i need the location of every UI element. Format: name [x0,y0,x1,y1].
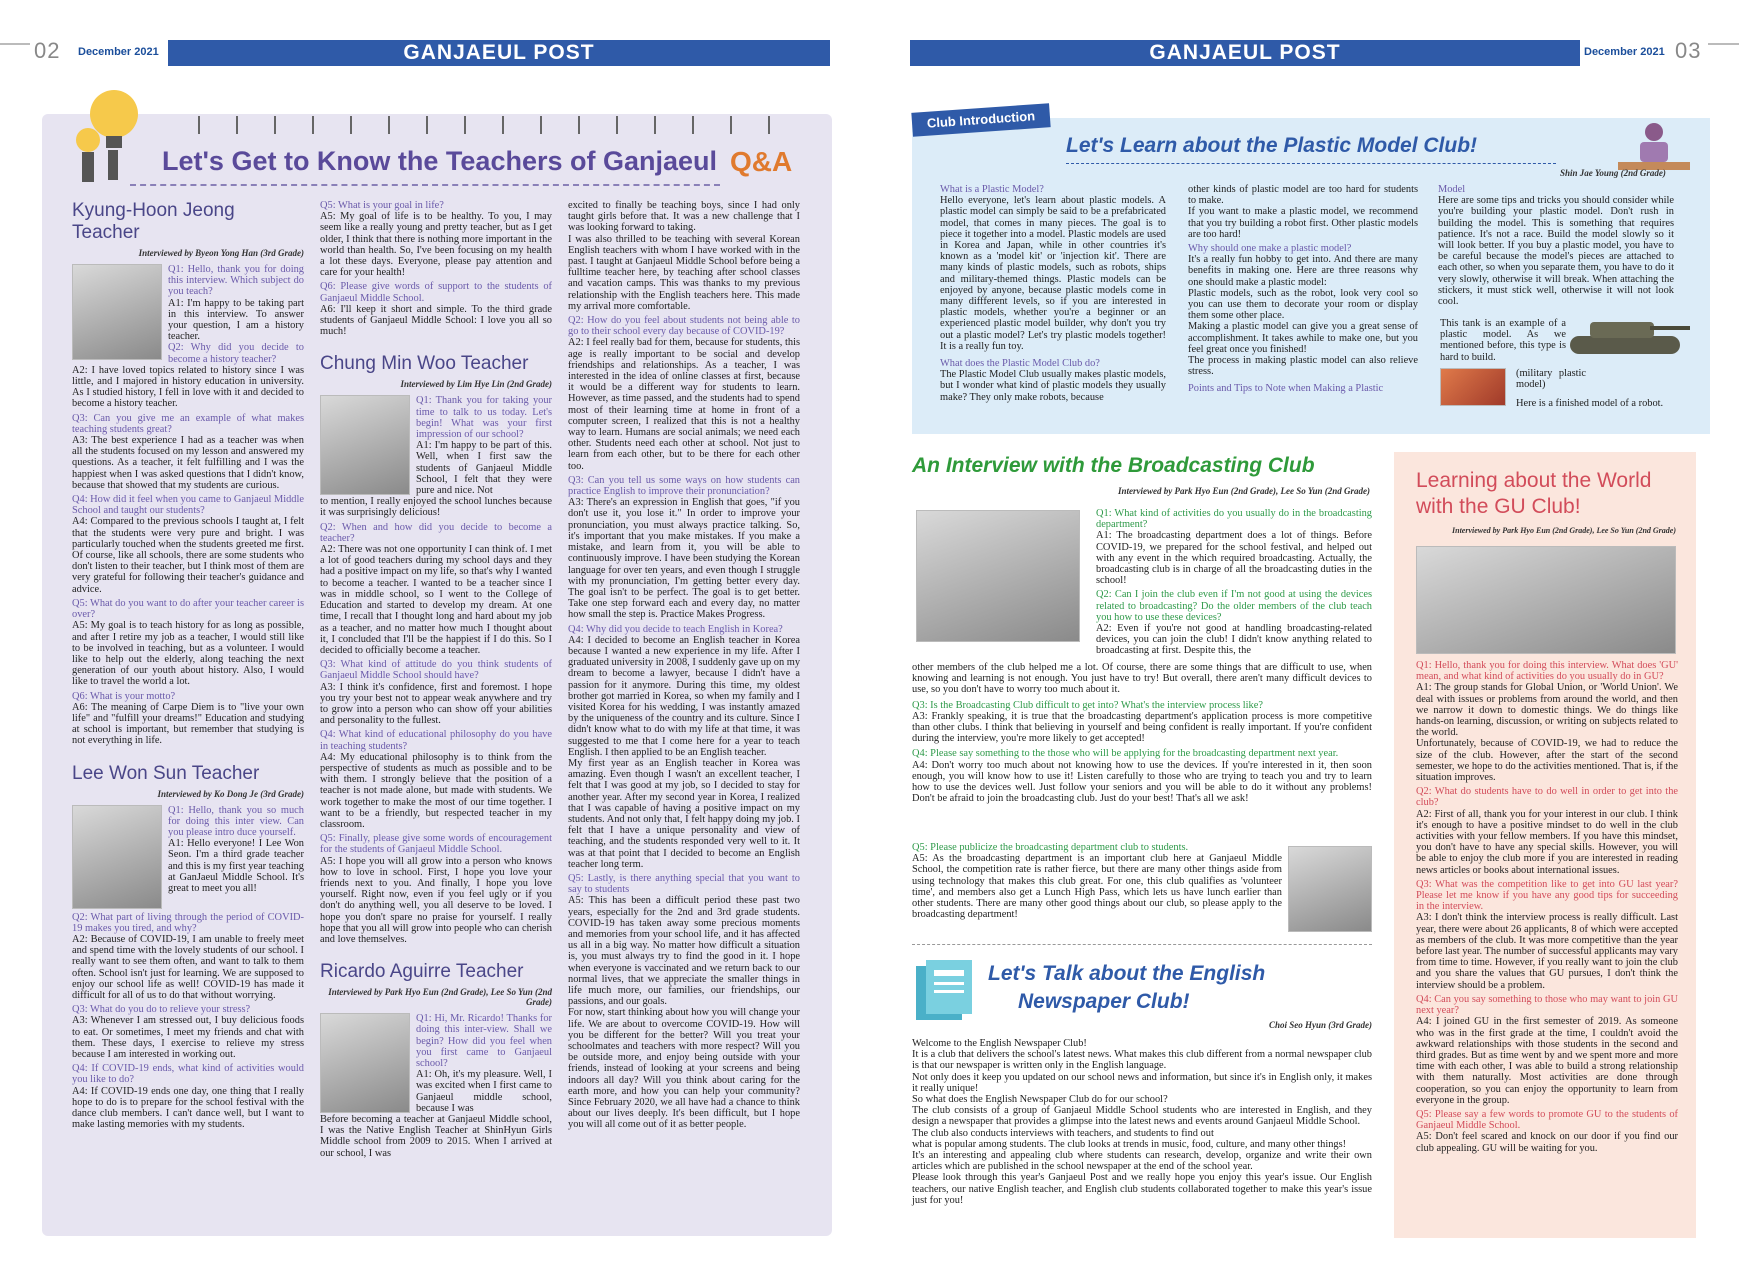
masthead-title: GANJAEUL POST [403,41,595,64]
issue-date: December 2021 [1584,46,1665,58]
broadcast-text: other members of the club helped me a lot. Of course, there are some things that are difficult to use, when knowing and learning is not enough. You just have to try! But overall, there aren't many difficult devices to use, so you don't have to worry too much about it. Q3: Is the Broadcasting Club difficult to get into? What's the interview process like? A3: Frankly speaking, it is true that the broadcasting department's application process is more competitive than other clubs. I think that believing in yourself and being confident is really important. If you're confident during the interview, you're more likely to get accepted! Q4: Please say something to the those who will be applying for the broadcasting department next year. A4: Don't worry too much about not knowing how to use the devices. If you're interested in it, then soon enough, you will know how to use it! Listen carefully to those who are trying to teach you and try to learn how to use the devices well. Just follow your seniors and you will be able to do it without any problems! Don't be afraid to join the broadcasting club. Just do your best! That's all we ask! [912,662,1372,805]
plastic-heading: Let's Learn about the Plastic Model Club! [1066,134,1478,157]
gu-text: Q1: Hello, thank you for doing this interview. What does 'GU' mean, and what kind of activities do you usually do in GU? A1: The group stands for Global Union, or 'World Union'. We deal with issues or problems from around the world, and then we narrow it down to domestic things. We do things like hands-on learning, discussion, or writing on subjects related to the world. Unfortunately, because of COVID-19, we had to reduce the size of the club. However, after the start of the second semester, we hope to do the activities mentioned. That is, if the situation improves. Q2: What do students have to do well in order to get into the club? A2: First of all, thank you for your interest in our club. I think it's enough to have a positive mindset to do well in the club activities with your fellow members. If you have this mindset, you don't have to have any special skills. However, you will be able to enjoy the club more if you are interested in reading news articles or books about international issues. Q3: What was the competition like to get into GU last year? Please let me know if you have any good tips for succeeding in the interview. A3: I don't think the interview process is really difficult. Last year, there were about 26 applicants, 8 of which were accepted as members of the club. It was more competitive than the year before last year. The number of successful applicants may vary from time to time. However, if you really want to join the club and you share the values that GU pursues, I don't think the interview should be a problem. Q4: Can you say something to those who may want to join GU next year? A4: I joined GU in the first semester of 2019. As someone who was in the first grade at the time, I couldn't avoid the awkward relationships with those students in the second and third grades. But as time went by and we spent more and more time with each other, I was able to build a strong relationship with them naturally. Most activities are done through cooperation, so you can enjoy the opportunity to learn from everyone in the group. Q5: Please say a few words to promote GU to the students of Ganjaeul Middle School. A5: Don't feel scared and knock on our door if you find our club appealing. GU will be waiting for you. [1416,660,1678,1154]
tank-caption: This tank is an example of a plastic model. As we mentioned before, this type is hard to build. [1440,318,1566,363]
broadcast-q5: Q5: Please publicize the broadcasting department club to students. A5: As the broadcasting department is an important club here at Ganjaeul Middle School, the competition rate is rather fierce, but there are many other things aside from using technology that makes this club great. For one, this club qualifies as 'volunteer time', and members also get a Lunch High Pass, which lets us have lunch earlier than other students. There are many other good things about our club, so please apply to the broadcasting department! [912,842,1282,921]
teacher-photo [320,395,410,495]
english-text: Welcome to the English Newspaper Club! It is a club that delivers the school's latest news. What makes this club different from a normal newspaper club is that our newspaper is written only in the English language. Not only does it keep you updated on our school news and information, but since it's in English only, it makes it really unique! So what does the English Newspaper Club do for our school? The club consists of a group of Ganjaeul Middle School students who are interested in English, and they design a newspaper that provides a glimpse into the latest news and events around Ganjaeul Middle School. The club also conducts interviews with teachers, and students to find out what is popular among students. The club looks at trends in music, food, culture, and many other things! It's an interesting and appealing club where students can research, develop, organize and write their own articles which are published in the school newspaper at the end of the school year. Please look through this year's Ganjaeul Post and we really hope you enjoy this year's issue. Our English teachers, our native English teacher, and English club students collaborated together to make this year's issue just for you! [912,1038,1372,1206]
interview-text-beside: Q1: Hi, Mr. Ricardo! Thanks for doing this inter-view. Shall we begin? How did you feel when you first came to Ganjaeul school? A1: Oh, it's my pleasure. Well, I was excited when I first came to Ganjaeul middle school, because I was [416,1013,552,1114]
teacher-name: Chung Min Woo Teacher [320,353,529,375]
english-heading: Let's Talk about the English Newspaper Club! [988,962,1266,1013]
broadcast-heading: An Interview with the Broadcasting Club [912,454,1315,477]
heading-underline [1066,163,1556,164]
plastic-column-2: other kinds of plastic model are too hard for students to make. If you want to make a plastic model, we recommend that you try building a robot first. Other plastic models are too hard! Why should one make a plastic model? It's a really fun hobby to get into. And there are many benefits in making one. Here are three reasons why one should make a plastic model: Plastic models, such as the robot, look very cool so you can use them to decorate your room or display them some other place. Making a plastic model can give you a great sense of accomplishment. It takes awhile to make one, but you feel great once you finished! The process in making plastic model can also relieve stress. Points and Tips to Note when Making a Plastic [1188,184,1418,395]
interview-text-beside: Q1: Hello, thank you for doing this interview. Which subject do you teach? A1: I'm happy to be taking part in this interview. To answer your question, I am a history teacher. Q2: Why did you decide to become a history teacher? [168,264,304,365]
lightbulb-icon [66,84,142,184]
page-number: 02 [34,38,61,63]
robot-model-photo [1440,368,1506,406]
interview-text-beside: Q1: Thank you for taking your time to talk to us today. Let's begin! What was your first impression of our school? A1: I'm happy to be part of this. Well, when I first saw the students of Ganjaeul Middle School, I felt that they were pure and nice. Not [416,395,552,497]
plastic-column-3: Model Here are some tips and tricks you should consider while you're building your plastic model. Don't rush in building the model. This is something that requires patience. It's not a race. Build the model slowly so it will look better. If you buy a plastic model, you have to be careful because the model's pieces are attached to each other, so when you separate them, you have to do it very slowly, otherwise it will break. When attaching the stickers, it must stick well, otherwise it will not look cool. [1438,184,1674,308]
plastic-byline: Shin Jae Young (2nd Grade) [1560,168,1666,178]
interview-byline: Interviewed by Ko Dong Je (3rd Grade) [157,788,304,799]
qa-badge: Q&A [730,146,793,177]
robot-caption: Here is a finished model of a robot. [1516,398,1664,409]
teachers-heading: Let's Get to Know the Teachers of Ganjaeul [162,146,718,176]
interview-byline: Interviewed by Lim Hye Lin (2nd Grade) [400,379,552,390]
page-number: 03 [1675,38,1702,63]
teacher-name: Kyung-Hoon Jeong Teacher [72,200,235,243]
plastic-column-1: What is a Plastic Model? Hello everyone, let's learn about plastic models. A plastic model can simply be said to be a prefabricated model, that comes in many pieces. The goal is to piece it together into a model. Plastic models are used in Korea and Japan, while in other countries it's known as a 'model kit' or 'injection kit'. There are many kinds of plastic models, such as robots, ships and military-themed things. Plastic models can be enjoyed by anyone, because plastic models come in many diffferent levels, so if you are interested in plastic models, whether you're a beginner or an experienced plastic model builder, why don't you try out a plastic model? Let's try plastic models together! It is a really fun toy. What does the Plastic Model Club do? The Plastic Model Club usually makes plastic models, but I wonder what kind of plastic models they usually make? They only make robots, because [940,184,1166,403]
interview-text: Before becoming a teacher at Ganjaeul Middle school, I was the Native English Teacher at ShinHyun Girls Middle school from 2009 to 2015. When I arrived at our school, I was [320,1114,552,1159]
interview-ricardo-aguirre [320,961,552,1159]
gu-byline: Interviewed by Park Hyo Eun (2nd Grade), Lee So Yun (2nd Grade) [1452,526,1676,535]
broadcast-byline: Interviewed by Park Hyo Eun (2nd Grade), Lee So Yun (2nd Grade) [1118,486,1370,496]
teachers-column-2 [320,200,552,1224]
teacher-photo [72,805,162,909]
masthead-bar [168,40,830,66]
interview-chung-min-woo [320,353,552,945]
notebook-rings [194,116,774,142]
interview-byline: Interviewed by Byeon Yong Han (3rd Grade) [138,248,304,258]
interview-kyung-hoon-jeong [72,200,304,747]
masthead-bar [910,40,1580,66]
header-stripe [0,43,30,45]
interview-text-beside: Q1: Hello, thank you so much for doing this inter view. Can you please intro duce yourself. A1: Hello everyone! I Lee Won Seon. I'm a third grade teacher and this is my first year teaching at GanJaeul Middle School. It's great to meet you all! [168,804,304,894]
interview-text: Q2: What part of living through the period of COVID-19 makes you tired, and why? A2: Because of COVID-19, I am unable to freely meet and spend time with the lovely students of our school. I really want to see them often, and want to talk to them often. School isn't just for learning. We are supposed to enjoy our school life as well! COVID-19 has made it difficult for all of us to do that without worrying. Q3: What do you do to relieve your stress? A3: Whenever I am stressed out, I buy delicious foods to eat. Or sometimes, I meet my friends and chat with them. These days, I exercise to relieve my stress because I am interested in working out. Q4: If COVID-19 ends, what kind of activities would you like to do? A4: If COVID-19 ends one day, one thing that I really hope to do is to prepare for the school festival with the dance club members. I can't dance well, but I want to make lasting memories with my students. [72,911,304,1131]
teacher-name: Lee Won Sun Teacher [72,762,260,784]
masthead-title: GANJAEUL POST [1149,41,1341,64]
broadcast-text-beside: Q1: What kind of activities do you usually do in the broadcasting department? A1: The broadcasting department does a lot of things. Before COVID-19, we prepared for the school festival, and helped out with any event in the which required broadcasting. Actually, the broadcasting club is in charge of all the broadcasting duties in the school! Q2: Can I join the club even if I'm not good at using the devices related to broadcasting? Do the older members of the club teach you how to use these devices? A2: Even if you're not good at handling broadcasting-related devices, you can join the club! I didn't know anything related to broadcasting at first. Despite this, the [1096,508,1372,657]
teacher-photo [72,264,162,360]
header-stripe [1708,43,1739,45]
club-introduction-tag: Club Introduction [911,103,1050,137]
interview-byline: Interviewed by Park Hyo Eun (2nd Grade), Lee So Yun (2nd Grade) [328,987,552,1008]
teachers-column-1 [72,200,304,1224]
interview-text: A2: I have loved topics related to history since I was little, and I majored in history education in university. As I studied history, I fell in love with it and decided to become a history teacher. Q3: Can you give me an example of what makes teaching students great? A3: The best experience I had as a teacher was when all the students focused on my lesson and answered my questions. As a teacher, it felt fulfilling and I was the happiest when I was asked questions that I didn't know, because that showed that my students are curious. Q4: How did it feel when you came to Ganjaeul Middle School and taught our students? A4: Compared to the previous schools I taught at, I felt that the students were very pure and bright. I was particularly touched when the students greeted me first. Of course, like all schools, there are some students who don't listen to their teacher, but I think most of them are very grateful for following their teacher's guidance and advice. Q5: What do you want to do after your teacher career is over? A5: My goal is to teach history for as long as possible, and after I retire my job as a teacher, I would still like to be involved in teaching, but as a volunteer. I would like to help out the elderly, along teaching the next generation of our youth about history. Also, I would like to travel the world a lot. Q6: What is your motto? A6: The meaning of Carpe Diem is to "live your own life" and "fulfill your dreams!" Education and studying at school is important, but remember that studying is not everything in life. [72,364,304,747]
teachers-column-3: excited to finally be teaching boys, since I had only taught girls before that. It was a new challenge that I was looking forward to taking. I was also thrilled to be teaching with several Korean English teachers with whom I have worked with in the past. I taught at Ganjaeul Middle School before being a fulltime teacher here, by teaching after school classes and vacation camps. This was thanks to my previous relationship with the English teachers here. This made my arrival more comfortable. Q2: How do you feel about students not being able to go to their school every day because of COVID-19? A2: I feel really bad for them, because for students, this age is really important to be social and develop friendships and relationships. As a teacher, I was interested in the idea of online classes at first, because it would be a different way for students to learn. However, as time passed, and the students had to spend most of their learning time at home in front of a computer screen, I realized that this is not a healthy way to learn. Humans are social animals; we need each other. Students need each other at school. Not just to learn from each other, but to be there for each other too. Q3: Can you tell us some ways on how students can practice English to improve their pronunciation? A3: There's an expression in English that goes, "if you don't use it, you lose it." In order to improve your pronunciation, you must always practice talking. So, it's important that you make mistakes. If you make a mistake, and learn from it, you will be able to continuously improve. I have been studying the Korean language for over ten years, and even though I struggle with my pronunciation, I'm getting better every day. The goal isn't to be perfect. The goal is to get better. Take one step forward each and every day, no matter how small the step is. Practice Makes Progress. Q4: Why did you decide to teach English in Korea? A4: I decided to become an English teacher in Korea because I wanted a new experience in my life. After I graduated university in 2008, I suddenly gave up on my dream to become a lawyer, because I didn't have a passion for it anymore. During this time, my oldest brother got married in Korea, so when my family and I visited Korea for his wedding, I was instantly amazed by the uniqueness of the country and its culture. Since I didn't know what to do with my life at that time, it was suggested to me that I come here for a year to teach English. I then applied to be an English teacher. My first year as an English teacher in Korea was amazing. Even though I wasn't an excellent teacher, I felt that I was good at my job, so I decided to stay for another year. After my second year in Korea, I realized that I was capable of having a positive impact on my students. And not only that, I felt happy doing my job. I felt that I have a unique personality and view of teaching, and the students responded very well to it. It was at that point that I decided to become an English teacher long term. Q5: Lastly, is there anything special that you want to say to students A5: This has been a difficult period these past two years, especially for the 2nd and 3rd grade students. COVID-19 has taken away some precious moments and memories from your school life, and it has affected us all in a big way. No matter how difficult a situation is, you must always try to find the good in it. I hope when everyone is vaccinated and we return back to our normal lives, that we appreciate the smaller things in life much more, our families, our friendships, our passions, and our goals. For now, start thinking about how you will change your life. We are about to overcome COVID-19. How will you be different for the better? Will you treat your schoolmates and teachers with more respect? Will you be outside more, and enjoy being outside with your friends, instead of looking at your screens and being indoors all day? Will you think about caring for the earth more, and how you can help your community? Since February 2020, we all have had a chance to think about our lives deeply. It's been difficult, but I hope you will all come out of it as better people. [568,200,801,1131]
teacher-name: Ricardo Aguirre Teacher [320,961,524,983]
broadcast-studio-photo [1288,846,1372,932]
gu-club-photo [1416,546,1676,654]
interview-continued: Q5: What is your goal in life? A5: My goal of life is to be healthy. To you, I may seem like a really young and pretty teacher, but as I get older, I think that there is nothing more important in the world than health. So, I've been focusing on my health a lot these days. Everyone, please pay attention and care for your health! Q6: Please give words of support to the students of Ganjaeul Middle School. A6: I'll keep it short and simple. To the third grade students of Ganjaeul Middle School: I love you all so much! [320,200,552,338]
heading-underline [130,184,720,186]
newspaper-icon [912,956,982,1024]
tank-model-photo [1560,306,1690,366]
interview-lee-won-sun [72,763,304,1131]
teacher-photo [320,1013,410,1113]
gu-heading: Learning about the World with the GU Club! [1416,469,1652,518]
section-divider [912,944,1372,945]
military-label: (military plastic model) [1516,368,1586,391]
broadcast-club-photo [916,510,1080,642]
english-byline: Choi Seo Hyun (3rd Grade) [1268,1020,1372,1030]
interview-text: to mention, I really enjoyed the school lunches because it was surprisingly delicious! Q2: When and how did you decide to become a teacher? A2: There was not one opportunity I can think of. I met a lot of good teachers during my school days and they had a positive impact on my life, so that's why I wanted to become a teacher. I wanted to be a teacher since I was in middle school, so I went to the College of Education and started to develop my dream. At one time, I recall that I thought long and hard about my job as a teacher, and no matter how much I thought about it, I concluded that I'll be the happiest if I do this. So I decided to officially become a teacher. Q3: What kind of attitude do you think students of Ganjaeul Middle School should have? A3: I think it's confidence, first and foremost. I hope you try your best not to appear weak anywhere and try to grow into a person who can show off your abilities and personality to the fullest. Q4: What kind of educational philosophy do you have in teaching students? A4: My educational philosophy is to think from the perspective of students as much as possible and to be with them. I strongly believe that the position of a teacher is not made alone, but made with students. We work together to make the most of our time together. I want to be a friendly, but respected teacher in my classroom. Q5: Finally, please give some words of encouragement for the students of Ganjaeul Middle School. A5: I hope you will all grow into a person who knows how to love in school. First, I hope you love your friends next to you. And finally, I hope you love yourself. Right now, even if you feel ugly or if you don't do anything well, you all deserve to be loved. I hope you don't spare no praise for yourself. I really hope that you all will grow into people who can cherish and love themselves. [320,496,552,945]
issue-date: December 2021 [78,46,159,58]
